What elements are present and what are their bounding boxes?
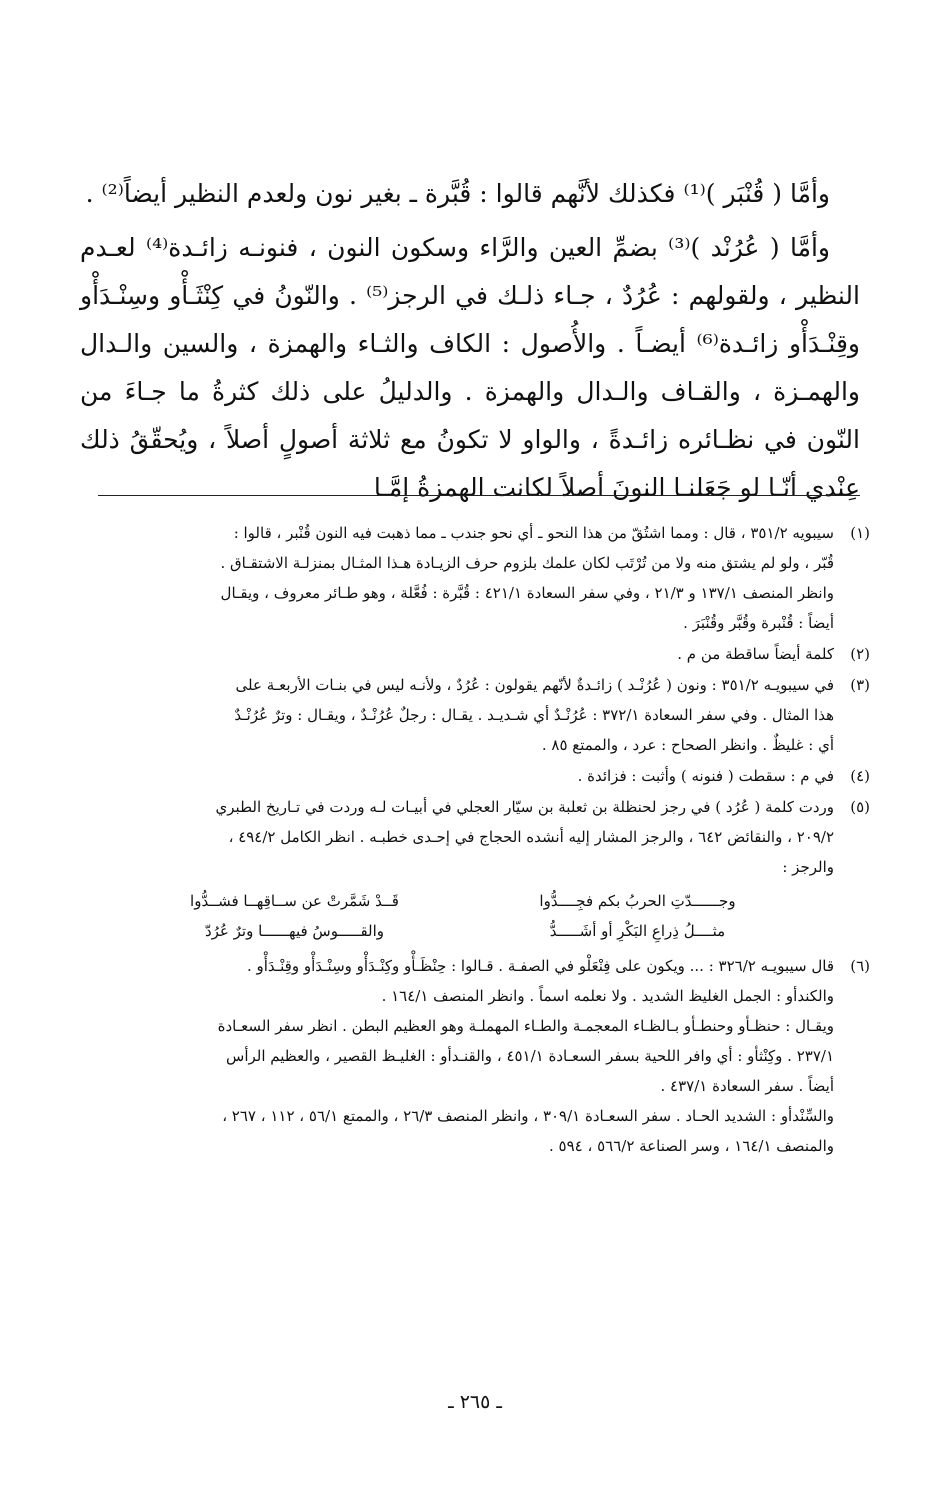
footnote-number: (١) bbox=[850, 524, 870, 542]
footnote-line: قال سيبويـه ٣٢٦/٢ : ... ويكون على فِنْعَلْو في الصفـة . قـالوا : حِنْظَـأْو وكِنْـدَأْو وسِنْـدَأْو وقِنْـدَأْو . bbox=[246, 957, 834, 975]
footnote-line: هذا المثال . وفي سفر السعادة ٣٧٢/١ : عُرُنْـدٌ أي شـديـد . يقـال : رجلٌ عُرُنْـدٌ ، ويقـال : وترٌ عُرُنْـدٌ bbox=[234, 706, 834, 724]
verse-hemistich: والقـــــوسُ فيهــــــا وترٌ عُرُدّ bbox=[204, 922, 385, 940]
verse-hemistich: مثــــلُ ذِراعِ البَكْرِ أو أشَـــــدُّ bbox=[549, 922, 726, 940]
footnote-6 bbox=[78, 951, 870, 1161]
footnote-3 bbox=[78, 670, 870, 760]
footnote-5 bbox=[78, 792, 870, 950]
footnote-line: سيبويه ٣٥١/٢ ، قال : ومما اشتُقّ من هذا النحو ـ أي نحو جندب ـ مما ذهبت فيه النون قُنْبر ، قالوا : bbox=[233, 524, 834, 542]
footnote-line: في م : سقطت ( فنونه ) وأثبت : فزائدة . bbox=[577, 767, 834, 785]
footnote-1 bbox=[78, 518, 870, 638]
footnote-body bbox=[78, 518, 834, 638]
footnote-number: (٣) bbox=[850, 676, 870, 694]
footnote-line: أي : غليظٌ . وانظر الصحاح : عرد ، والممتع ٨٥ . bbox=[541, 736, 834, 754]
footnote-line: والمنصف ١٦٤/١ ، وسر الصناعة ٥٦٦/٢ ، ٥٩٤ . bbox=[549, 1137, 834, 1155]
footnote-body bbox=[78, 639, 834, 669]
poem-verse bbox=[138, 886, 794, 946]
footnote-body bbox=[78, 951, 834, 1161]
footnote-line: والكندأو : الجمل الغليظ الشديد . ولا نعلمه اسماً . وانظر المنصف ١٦٤/١ . bbox=[381, 987, 834, 1005]
footnote-number: (٢) bbox=[850, 645, 870, 663]
footnote-line: في سيبويـه ٣٥١/٢ : ونون ( عُرُنْـد ) زائـدةٌ لأنّهم يقولون : عُرُدٌ ، ولأنـه ليس في بنـات الأربعـة على bbox=[235, 676, 834, 694]
footnote-line: والسِّنْدأو : الشديد الحـاد . سفر السعـادة ٣٠٩/١ ، وانظر المنصف ٢٦/٣ ، والممتع ٥٦/١ ، ١١٢ ، ٢٦٧ ، bbox=[222, 1107, 834, 1125]
footnote-line: ٢٣٧/١ . وكِنْثأو : أي وافر اللحية بسفر السعـادة ٤٥١/١ ، والقنـدأو : الغليـظ القصير ، والعظيم الرأس bbox=[226, 1047, 834, 1065]
footnote-line: والرجز : bbox=[782, 858, 834, 876]
footnote-line: كلمة أيضاً ساقطة من م . bbox=[677, 645, 834, 663]
footnote-line: ويقـال : حنظـأو وحنطـأو بـالظـاء المعجمـة والطـاء المهملـة وهو العظيم البطن . انظر سفر السعـادة bbox=[217, 1017, 834, 1035]
footnote-body bbox=[78, 670, 834, 760]
verse-hemistich: وجــــــدّتِ الحربُ بكم فجِــــدُّوا bbox=[539, 892, 736, 910]
page-number: ـ ٢٦٥ ـ bbox=[448, 1391, 502, 1413]
footnote-line: أيضاً : قُنْبرة وقُبَّر وقُنْبَرَ . bbox=[683, 614, 834, 632]
main-paragraph-1: وأمَّا ( قُنْبَر )⁽¹⁾ فكذلك لأنَّهم قالوا : قُبَّرة ـ بغير نون ولعدم النظير أيضاً⁽²⁾ . bbox=[85, 179, 830, 208]
footnote-line: وانظر المنصف ١٣٧/١ و ٢١/٣ ، وفي سفر السعادة ٤٢١/١ : قُبَّرة : فُعَّلة ، وهو طـائر معروف ، ويقـال bbox=[220, 584, 834, 602]
footnote-body bbox=[78, 792, 834, 950]
footnote-separator bbox=[98, 495, 860, 496]
footnote-number: (٦) bbox=[850, 957, 870, 975]
main-paragraph-2: وأمَّا ( عُرُنْد )⁽³⁾ بضمِّ العين والرَّاء وسكون النون ، فنونـه زائـدة⁽⁴⁾ لعـدم النظير ، ولقولهم : عُرُدٌ ، جـاء ذلـك في الرجز⁽⁵⁾ . والنّونُ في كِنْثَـأْو وسِنْـدَأْو وقِنْـدَأْو زائـدة⁽⁶⁾ أيضـاً . والأُصول : الكاف والثـاء والهمزة ، والسين والـدال والهمـزة ، والقـاف والـدال والهمزة . والدليلُ على ذلك كثرةُ ما جـاءَ من النّون في نظـائره زائـدةً ، والواو لا تكونُ مع ثلاثة أصولٍ أصلاً ، ويُحقّقُ ذلك عِنْدي أنّـا لو جَعَلنـا النونَ أصلاً لكانت الهمزةُ إمَّـا bbox=[80, 233, 860, 502]
footnote-line: وردت كلمة ( عُرُد ) في رجز لحنظلة بن ثعلبة بن سيّار العجلي في أبيـات لـه وردت في تـاريخ الطبري bbox=[215, 798, 834, 816]
footnote-line: ٢٠٩/٢ ، والنقائض ٦٤٢ ، والرجز المشار إليه أنشده الحجاج في إحـدى خطبـه . انظر الكامل ٤٩٤/٢ ، bbox=[228, 828, 834, 846]
footnotes-section bbox=[78, 518, 870, 1162]
footnote-number: (٥) bbox=[850, 798, 870, 816]
footnote-line: أيضاً . سفر السعادة ٤٣٧/١ . bbox=[660, 1077, 834, 1095]
footnote-4 bbox=[78, 761, 870, 791]
footnote-number: (٤) bbox=[850, 767, 870, 785]
main-text-body bbox=[80, 170, 860, 512]
verse-hemistich: قَــدْ شَمَّرتْ عن ســاقِهــا فشــدُّوا bbox=[190, 892, 399, 910]
footnote-line: قُبّر ، ولو لم يشتق منه ولا من تُرْتَب لكان علمك بلزوم حرف الزيـادة هـذا المثـال بمنزلـة الاشتقـاق . bbox=[220, 554, 834, 572]
footnote-2 bbox=[78, 639, 870, 669]
footnote-body bbox=[78, 761, 834, 791]
